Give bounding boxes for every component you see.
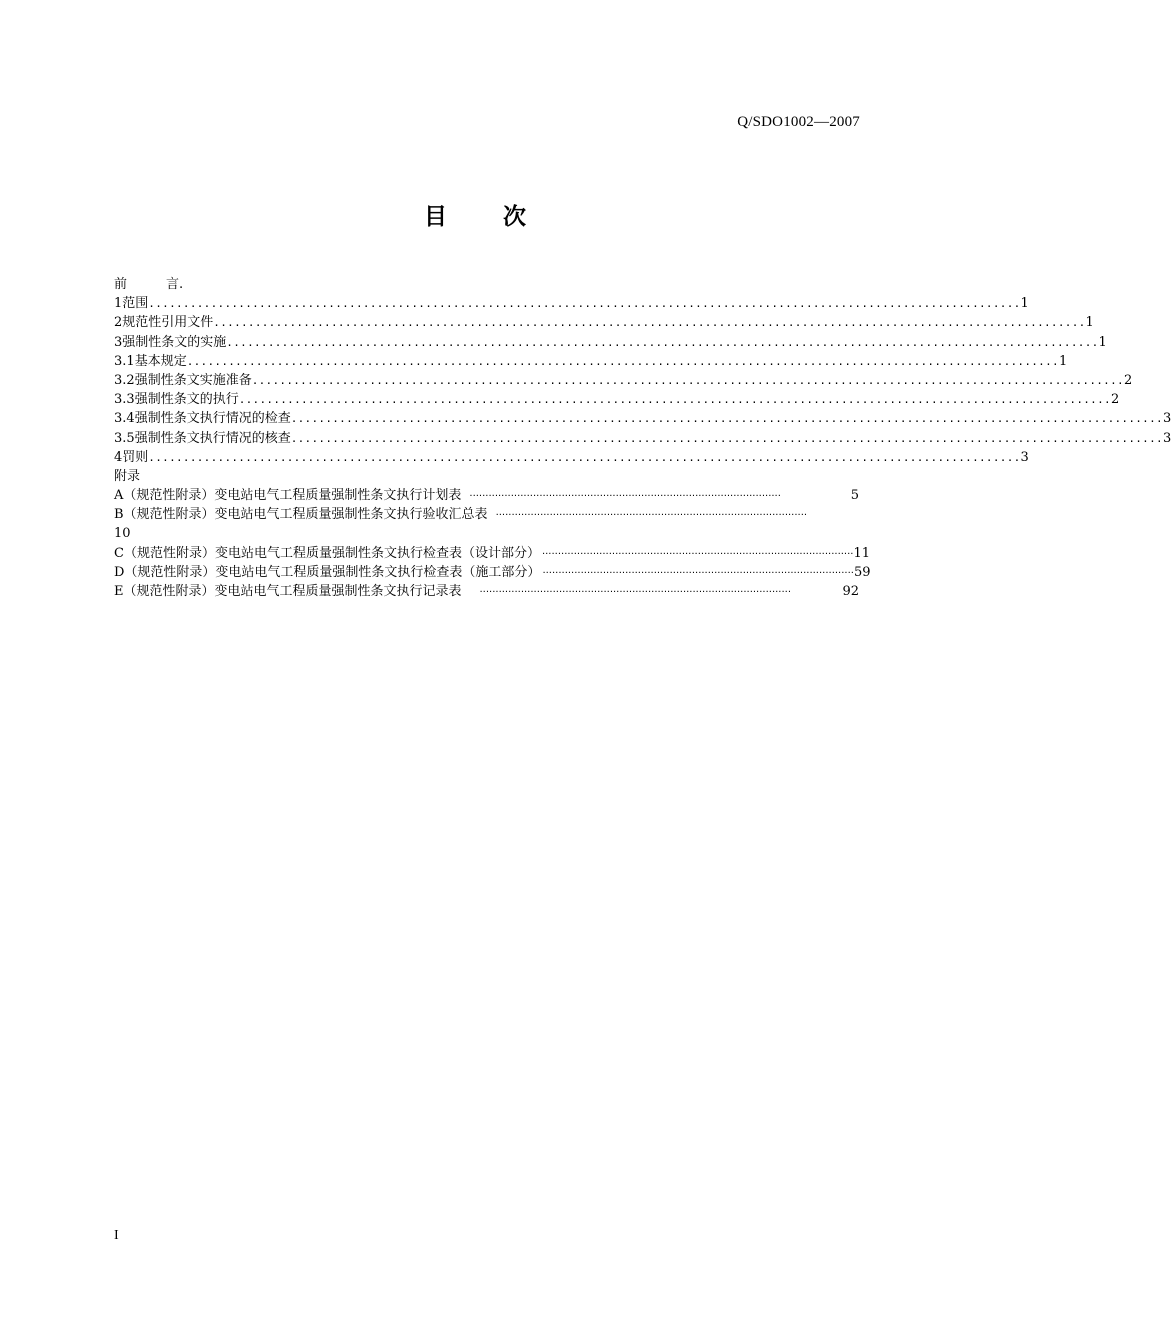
toc-entry-number: 3.4 — [114, 411, 135, 427]
dot-leader: .............................................................................................................................. — [226, 335, 1099, 349]
dot-leader: .............................................................................................................................. — [186, 354, 1059, 368]
table-of-contents — [114, 275, 1171, 601]
dot-leader: .............................................................................................................................. — [148, 297, 1021, 311]
dot-leader: .............................................................................................................................. — [290, 412, 1163, 426]
appendix-heading — [114, 467, 859, 486]
toc-entry[interactable] — [114, 390, 1120, 409]
toc-entry-label: 罚则 — [122, 449, 149, 465]
dot-leader: ·································································································· — [495, 510, 808, 522]
page-title — [0, 198, 950, 231]
toc-entry[interactable] — [114, 371, 1133, 390]
appendix-entry-page: 10 — [114, 526, 131, 542]
toc-entry-page: 1 — [1058, 353, 1068, 369]
dot-leader: ·································································································· — [469, 491, 781, 503]
dot-leader: ·································································································· — [542, 567, 854, 579]
footer-page-number: I — [114, 1228, 119, 1243]
preface-label-1: 前 — [114, 277, 128, 292]
toc-entry-number: 2 — [114, 315, 123, 331]
toc-entry-page: 1 — [1085, 315, 1094, 331]
appendix-entry[interactable] — [114, 563, 871, 582]
appendix-entry[interactable] — [114, 582, 859, 601]
toc-entry-number: 4 — [114, 449, 123, 465]
dot-leader: ·································································································· — [479, 587, 792, 598]
toc-entry[interactable] — [114, 352, 1068, 371]
toc-entry[interactable] — [114, 448, 1029, 467]
toc-entry[interactable] — [114, 333, 1107, 352]
toc-entry-label: 强制性条文的实施 — [122, 334, 227, 350]
toc-entry-page: 1 — [1020, 296, 1029, 312]
title-char-1: 目 — [424, 204, 447, 230]
toc-entry-page: 2 — [1110, 392, 1120, 408]
dot-leader: .............................................................................................................................. — [148, 450, 1021, 464]
title-char-2: 次 — [503, 204, 526, 230]
dot-leader: .............................................................................................................................. — [251, 373, 1124, 387]
appendix-entry-page: 59 — [853, 564, 871, 580]
toc-entry-label: 强制性条文的执行 — [134, 392, 239, 408]
toc-entry-page: 2 — [1123, 372, 1133, 388]
toc-entry-label: 强制性条文执行情况的核查 — [134, 430, 291, 446]
toc-entry-page: 3 — [1162, 430, 1171, 446]
toc-entry-page: 3 — [1020, 449, 1029, 465]
toc-entry-page: 1 — [1098, 334, 1107, 350]
dot-leader: .............................................................................................................................. — [213, 316, 1086, 330]
preface-label-2: 言. — [166, 277, 184, 292]
toc-entry-label: 规范性引用文件 — [122, 315, 214, 331]
toc-entry-number: 3.3 — [114, 392, 135, 408]
appendix-entry-label: C（规范性附录）变电站电气工程质量强制性条文执行检查表（设计部分） — [114, 545, 540, 561]
appendix-entry-page: 92 — [842, 584, 859, 599]
toc-entry-number: 3.1 — [114, 353, 135, 369]
appendix-entry-page: 11 — [853, 545, 871, 561]
dot-leader: .............................................................................................................................. — [238, 393, 1111, 407]
toc-entry-label: 强制性条文实施准备 — [134, 372, 252, 388]
document-code: Q/SDO1002—2007 — [737, 114, 860, 130]
appendix-heading-label: 附录 — [114, 468, 141, 484]
appendix-entry[interactable] — [114, 505, 859, 524]
appendix-entry-label: B（规范性附录）变电站电气工程质量强制性条文执行验收汇总表 — [114, 507, 488, 523]
dot-leader: ·································································································· — [541, 548, 854, 560]
toc-entry-number: 3 — [114, 334, 123, 350]
toc-entry[interactable] — [114, 409, 1171, 428]
dot-leader: .............................................................................................................................. — [290, 431, 1163, 445]
toc-entry-number: 3.2 — [114, 372, 135, 388]
toc-entry[interactable] — [114, 429, 1171, 448]
toc-entry[interactable] — [114, 313, 1094, 332]
appendix-entry-label: E（规范性附录）变电站电气工程质量强制性条文执行记录表 — [114, 584, 462, 599]
appendix-entry-page: 5 — [850, 488, 859, 504]
toc-entry-number: 3.5 — [114, 430, 135, 446]
appendix-entry-label: D（规范性附录）变电站电气工程质量强制性条文执行检查表（施工部分） — [114, 564, 541, 580]
appendix-entry-page-wrap — [114, 524, 859, 543]
appendix-entry-label: A（规范性附录）变电站电气工程质量强制性条文执行计划表 — [114, 488, 462, 504]
toc-entry-label: 范围 — [122, 296, 149, 312]
toc-entry-label: 基本规定 — [134, 353, 187, 369]
appendix-entry[interactable] — [114, 544, 871, 563]
toc-entry-number: 1 — [114, 296, 123, 312]
toc-entry-label: 强制性条文执行情况的检查 — [134, 411, 291, 427]
toc-entry-page: 3 — [1162, 411, 1171, 427]
appendix-entry[interactable] — [114, 486, 859, 505]
toc-entry[interactable] — [114, 294, 1029, 313]
toc-preface — [114, 275, 859, 294]
